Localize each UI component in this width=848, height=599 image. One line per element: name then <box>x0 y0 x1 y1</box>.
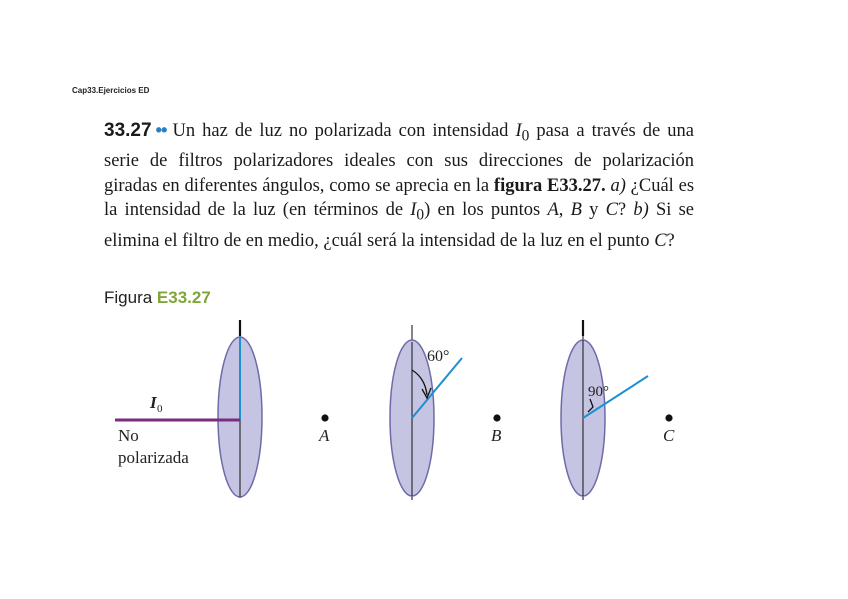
filter-3 <box>561 320 648 500</box>
comma: , <box>558 200 571 221</box>
point-a-ref: A <box>547 200 559 221</box>
problem-number: 33.27 <box>104 120 152 141</box>
point-c-label: C <box>663 426 675 445</box>
figure-caption-number: E33.27 <box>156 288 211 307</box>
intensity-symbol: I <box>515 121 522 141</box>
part-b-label: b) <box>633 200 649 221</box>
part-a-label: a) <box>610 175 626 196</box>
figure-reference: figura E33.27. <box>493 175 606 196</box>
part-b-end: ? <box>666 230 675 251</box>
point-a-dot <box>321 414 328 421</box>
filter-1 <box>218 320 262 498</box>
point-c-ref: C <box>605 200 618 221</box>
filter-2 <box>390 325 462 500</box>
intensity-subscript: 0 <box>521 127 530 145</box>
filter-3-angle-label: 90° <box>588 384 609 400</box>
difficulty-dots: •• <box>155 119 167 140</box>
part-b-text: Si se elimina el filtro de en medio, ¿cuál será la intensidad de la luz en el punto <box>104 200 695 251</box>
point-c-dot <box>665 414 672 421</box>
part-a-text-2: ) en los puntos <box>424 200 548 221</box>
source-label-line-1: No <box>118 426 139 445</box>
figure-caption-word: Figura <box>104 288 157 307</box>
part-a-text-1: ¿Cuál es la intensidad de la luz (en términos de <box>104 175 695 221</box>
and-word: y <box>581 200 606 221</box>
filter-2-angle-label: 60° <box>427 348 450 365</box>
intensity-symbol-2: I <box>410 200 417 221</box>
point-b-dot <box>493 414 500 421</box>
point-c-ref-2: C <box>654 230 667 251</box>
point-b-ref: B <box>570 200 582 221</box>
question-mark: ? <box>617 200 634 221</box>
beam-intensity-label: I <box>150 393 157 412</box>
document-header-label: Cap33.Ejercicios ED <box>72 86 150 95</box>
point-a-label: A <box>319 426 330 445</box>
point-b-label: B <box>491 426 502 445</box>
problem-text-2: pasa a través de una serie de filtros polarizadores ideales con sus direcciones de polarización giradas en diferentes ángulos, como se aprecia en la <box>104 121 694 196</box>
beam-intensity-subscript: 0 <box>157 403 163 415</box>
source-label-line-2: polarizada <box>118 448 189 467</box>
intensity-subscript-2: 0 <box>416 207 425 225</box>
problem-text-1: Un haz de luz no polarizada con intensidad <box>172 121 516 141</box>
